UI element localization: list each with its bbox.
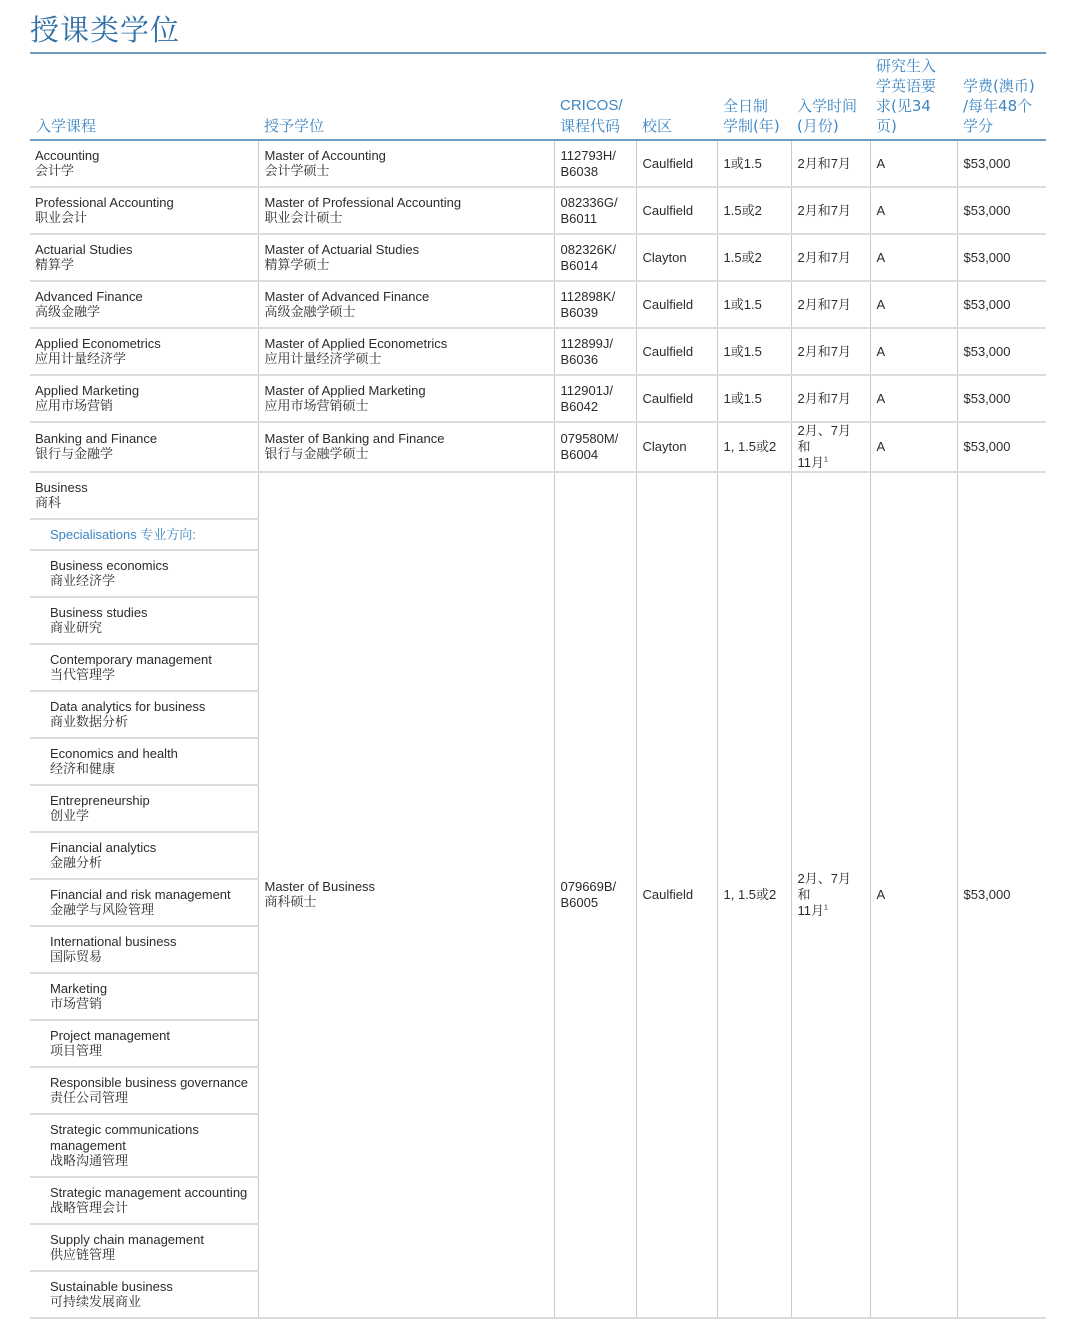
cell-degree: Master of Applied Econometrics 应用计量经济学硕士 bbox=[258, 328, 554, 375]
specialisation-item: Data analytics for business 商业数据分析 bbox=[30, 691, 258, 738]
table-header-row bbox=[30, 56, 1046, 140]
page-title: 授课类学位 bbox=[30, 13, 181, 47]
header-course: 入学课程 bbox=[30, 56, 258, 140]
table-row bbox=[30, 234, 1046, 281]
cell-intake: 2月和7月 bbox=[791, 281, 870, 328]
cell-fee: $53,000 bbox=[957, 281, 1046, 328]
header-degree: 授予学位 bbox=[258, 56, 554, 140]
courses-table bbox=[30, 56, 1046, 1319]
cell-english: A bbox=[870, 187, 957, 234]
specialisation-item: International business 国际贸易 bbox=[30, 926, 258, 973]
specialisation-item: Marketing 市场营销 bbox=[30, 973, 258, 1020]
cell-cricos: 079580M/ B6004 bbox=[554, 422, 636, 472]
table-row bbox=[30, 140, 1046, 187]
cell-duration: 1, 1.5或2 bbox=[717, 472, 791, 1318]
cell-cricos: 082336G/ B6011 bbox=[554, 187, 636, 234]
table-row bbox=[30, 422, 1046, 472]
header-campus: 校区 bbox=[636, 56, 717, 140]
table-row bbox=[30, 281, 1046, 328]
specialisation-item: Financial analytics 金融分析 bbox=[30, 832, 258, 879]
table-row bbox=[30, 328, 1046, 375]
cell-english: A bbox=[870, 328, 957, 375]
cell-english: A bbox=[870, 234, 957, 281]
cell-campus: Caulfield bbox=[636, 281, 717, 328]
footnote-marker: 1 bbox=[824, 904, 828, 912]
cell-course: Professional Accounting 职业会计 bbox=[30, 187, 258, 234]
cell-duration: 1或1.5 bbox=[717, 140, 791, 187]
cell-campus: Caulfield bbox=[636, 140, 717, 187]
cell-duration: 1.5或2 bbox=[717, 234, 791, 281]
title-divider bbox=[30, 52, 1046, 54]
cell-intake: 2月和7月 bbox=[791, 328, 870, 375]
table-row bbox=[30, 187, 1046, 234]
header-fee: 学费(澳币) /每年48个 学分 bbox=[957, 56, 1046, 140]
cell-campus: Caulfield bbox=[636, 375, 717, 422]
cell-degree: Master of Professional Accounting 职业会计硕士 bbox=[258, 187, 554, 234]
cell-duration: 1或1.5 bbox=[717, 375, 791, 422]
cell-cricos: 112898K/ B6039 bbox=[554, 281, 636, 328]
cell-intake: 2月、7月和 11月$^1$ bbox=[791, 422, 870, 472]
cell-course: Banking and Finance 银行与金融学 bbox=[30, 422, 258, 472]
specialisation-item: Business studies 商业研究 bbox=[30, 597, 258, 644]
header-duration: 全日制 学制(年) bbox=[717, 56, 791, 140]
specialisation-item: Supply chain management 供应链管理 bbox=[30, 1224, 258, 1271]
cell-english: A bbox=[870, 422, 957, 472]
cell-campus: Clayton bbox=[636, 422, 717, 472]
cell-fee: $53,000 bbox=[957, 328, 1046, 375]
table-row-business bbox=[30, 472, 1046, 519]
cell-course: Actuarial Studies 精算学 bbox=[30, 234, 258, 281]
cell-cricos: 079669B/ B6005 bbox=[554, 472, 636, 1318]
specialisation-item: Economics and health 经济和健康 bbox=[30, 738, 258, 785]
cell-fee: $53,000 bbox=[957, 375, 1046, 422]
header-english-requirement: 研究生入 学英语要 求(见34页) bbox=[870, 56, 957, 140]
cell-fee: $53,000 bbox=[957, 422, 1046, 472]
cell-intake: 2月和7月 bbox=[791, 140, 870, 187]
cell-campus: Caulfield bbox=[636, 328, 717, 375]
cell-degree: Master of Business 商科硕士 bbox=[258, 472, 554, 1318]
specialisation-item: Financial and risk management 金融学与风险管理 bbox=[30, 879, 258, 926]
cell-intake: 2月和7月 bbox=[791, 375, 870, 422]
cell-duration: 1, 1.5或2 bbox=[717, 422, 791, 472]
cell-campus: Caulfield bbox=[636, 187, 717, 234]
cell-duration: 1或1.5 bbox=[717, 281, 791, 328]
cell-english: A bbox=[870, 140, 957, 187]
specialisation-item: Strategic communications management 战略沟通管理 bbox=[30, 1114, 258, 1177]
header-cricos: CRICOS/ 课程代码 bbox=[554, 56, 636, 140]
cell-fee: $53,000 bbox=[957, 234, 1046, 281]
table-row bbox=[30, 375, 1046, 422]
specialisation-item: Strategic management accounting 战略管理会计 bbox=[30, 1177, 258, 1224]
specialisation-item: Sustainable business 可持续发展商业 bbox=[30, 1271, 258, 1318]
cell-campus: Caulfield bbox=[636, 472, 717, 1318]
specialisation-item: Contemporary management 当代管理学 bbox=[30, 644, 258, 691]
cell-intake: 2月和7月 bbox=[791, 234, 870, 281]
cell-english: A bbox=[870, 281, 957, 328]
cell-cricos: 112899J/ B6036 bbox=[554, 328, 636, 375]
cell-course: Applied Econometrics 应用计量经济学 bbox=[30, 328, 258, 375]
cell-course: Applied Marketing 应用市场营销 bbox=[30, 375, 258, 422]
cell-english: A bbox=[870, 472, 957, 1318]
cell-degree: Master of Actuarial Studies 精算学硕士 bbox=[258, 234, 554, 281]
cell-cricos: 082326K/ B6014 bbox=[554, 234, 636, 281]
cell-fee: $53,000 bbox=[957, 140, 1046, 187]
cell-intake: 2月和7月 bbox=[791, 187, 870, 234]
cell-degree: Master of Advanced Finance 高级金融学硕士 bbox=[258, 281, 554, 328]
cell-degree: Master of Applied Marketing 应用市场营销硕士 bbox=[258, 375, 554, 422]
specialisations-label: Specialisations 专业方向: bbox=[30, 519, 258, 550]
specialisation-item: Entrepreneurship 创业学 bbox=[30, 785, 258, 832]
cell-cricos: 112793H/ B6038 bbox=[554, 140, 636, 187]
cell-duration: 1或1.5 bbox=[717, 328, 791, 375]
cell-degree: Master of Accounting 会计学硕士 bbox=[258, 140, 554, 187]
cell-course: Accounting 会计学 bbox=[30, 140, 258, 187]
specialisation-item: Business economics 商业经济学 bbox=[30, 550, 258, 597]
cell-cricos: 112901J/ B6042 bbox=[554, 375, 636, 422]
cell-campus: Clayton bbox=[636, 234, 717, 281]
header-intake: 入学时间 (月份) bbox=[791, 56, 870, 140]
cell-intake: 2月、7月和 11月$^1$ bbox=[791, 472, 870, 1318]
cell-course: Business 商科 bbox=[30, 472, 258, 519]
cell-degree: Master of Banking and Finance 银行与金融学硕士 bbox=[258, 422, 554, 472]
specialisation-item: Responsible business governance 责任公司管理 bbox=[30, 1067, 258, 1114]
cell-fee: $53,000 bbox=[957, 187, 1046, 234]
cell-english: A bbox=[870, 375, 957, 422]
cell-duration: 1.5或2 bbox=[717, 187, 791, 234]
cell-course: Advanced Finance 高级金融学 bbox=[30, 281, 258, 328]
footnote-marker: 1 bbox=[824, 456, 828, 464]
specialisation-item: Project management 项目管理 bbox=[30, 1020, 258, 1067]
cell-fee: $53,000 bbox=[957, 472, 1046, 1318]
